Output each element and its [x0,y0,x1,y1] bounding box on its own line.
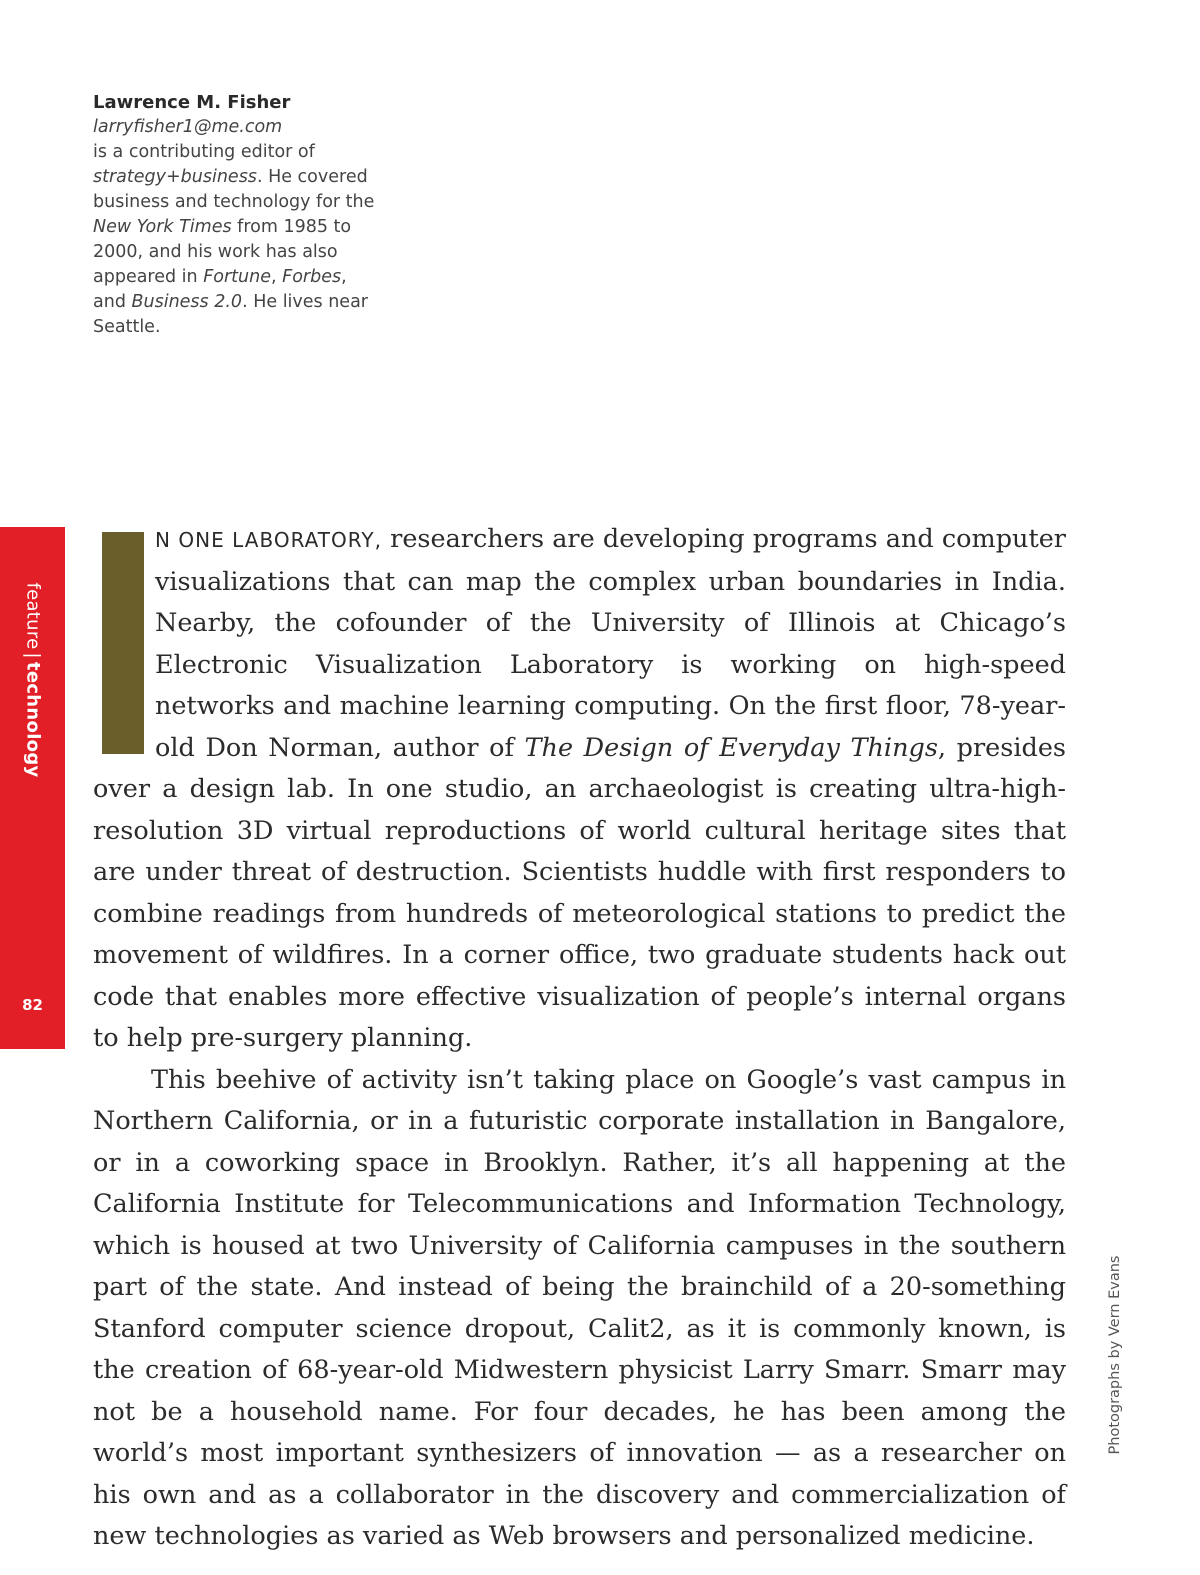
bio-text: , and [93,267,347,312]
article-body [93,519,1066,1558]
drop-cap-spacer [93,519,155,745]
article-text: , presides over a design lab. In one studio, an archaeologist is creating ultra-high-resolution 3D virtual reproductions of world cultural heritage sites that are under threat of destruction. Scientists huddle with first responders to combine readings from hundreds of meteorological stations to predict the movement of wildfires. In a corner office, two graduate students hack out code that enables more effective visualization of people’s internal organs to help pre-surgery planning. [93,732,1066,1053]
bio-publication: Business 2.0 [131,292,243,312]
bio-publication: New York Times [93,217,232,237]
article-lead-in: N ONE LABORATORY, [155,528,382,552]
bio-publication: strategy+business [93,167,257,187]
author-bio [93,140,383,340]
bio-text: is a contributing editor of [93,142,315,162]
page-number: 82 [22,996,43,1014]
bio-text: . He lives near Seattle. [93,292,368,337]
section-name: feature [22,582,44,650]
bio-publication: Forbes [282,267,342,287]
article-paragraph-1 [93,519,1066,1060]
photo-credit: Photographs by Vern Evans [1107,1255,1123,1455]
author-email-link[interactable]: larryfisher1@me.com [93,117,283,137]
article-text: researchers are developing programs and computer visualizations that can map the complex urban boundaries in India. Nearby, the cofounder of the University of Illinois at Chicago’s Electronic Visualization Laboratory is working on high-speed networks and machine learning computing. On the first floor, 78-year-old Don Norman, author of [155,524,1066,763]
section-label [23,582,44,777]
bio-publication: Fortune [203,267,271,287]
book-title: The Design of Everyday Things [524,732,938,763]
author-name: Lawrence M. Fisher [93,92,291,113]
author-bio-box [93,90,383,340]
article-paragraph-2: This beehive of activity isn’t taking place on Google’s vast campus in Northern California, or in a futuristic corporate installation in Bangalore, or in a coworking space in Brooklyn. Rather, it’s all happening at the California Institute for Telecommunications and Information Technology, which is housed at two University of California campuses in the southern part of the state. And instead of being the brainchild of a 20-something Stanford computer science dropout, Calit2, as it is commonly known, is the creation of 68-year-old Midwestern physicist Larry Smarr. Smarr may not be a household name. For four decades, he has been among the world’s most important synthesizers of innovation — as a researcher on his own and as a collaborator in the discovery and commercialization of new technologies as varied as Web browsers and personalized medicine. [93,1064,1066,1551]
bio-text: from 1985 to 2000, and his work has also appeared in [93,217,352,287]
bio-text: , [270,267,283,287]
bio-text: . He covered business and technology for the [93,167,375,212]
section-category: technology [22,661,44,778]
section-separator: | [22,652,44,659]
